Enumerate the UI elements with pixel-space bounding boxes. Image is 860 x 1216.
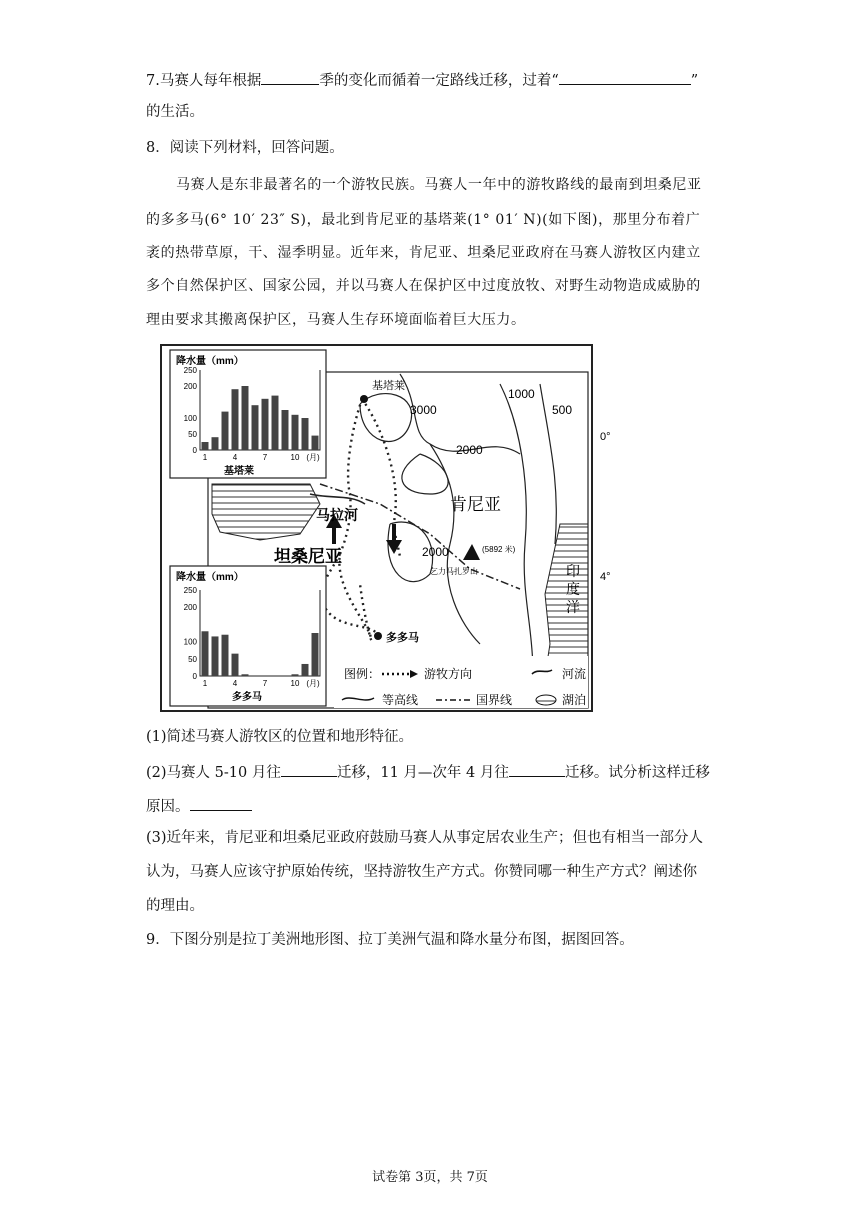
precip-bar xyxy=(302,418,309,450)
masai-migration-map xyxy=(160,344,611,712)
q8-sub3-line: (3)近年来，肯尼亚和坦桑尼亚政府鼓励马赛人从事定居农业生产；但也有相当一部分人 xyxy=(146,830,704,846)
q7-text-b: 季的变化而循着一定路线迁移，过着“ xyxy=(319,73,559,89)
q8-sub2-blank-2[interactable] xyxy=(509,762,565,777)
q8-number: 8． xyxy=(146,140,170,156)
q8-sub2-line1 xyxy=(146,762,710,783)
mara-river-label: 马拉河 xyxy=(316,507,358,523)
precip-bar xyxy=(232,389,239,450)
tanzania-label: 坦桑尼亚 xyxy=(274,547,342,566)
inset-ytick-label: 250 xyxy=(183,586,197,595)
precip-bar xyxy=(292,415,299,450)
inset-xtick-label: 4 xyxy=(232,679,238,688)
ocean-label: 洋 xyxy=(566,599,580,615)
inset-ytick-label: 100 xyxy=(183,414,197,423)
q8-sub2-a: (2)马赛人 5-10 月往 xyxy=(146,765,281,781)
ocean-label: 印 xyxy=(566,563,580,579)
inset-xtick-label: 7 xyxy=(262,453,268,462)
inset-xtick-label: 10 xyxy=(290,679,300,688)
inset-xtick-label: 7 xyxy=(262,679,268,688)
q8-prompt: 阅读下列材料，回答问题。 xyxy=(169,140,344,156)
inset-ytick-label: 50 xyxy=(188,654,197,664)
precip-bar xyxy=(312,436,319,450)
map-legend xyxy=(334,656,588,708)
dodoma-dot xyxy=(374,632,382,640)
precip-bar xyxy=(242,674,249,676)
inset-xtick-label: 10 xyxy=(290,453,300,462)
q8-sub2-d: 原因。 xyxy=(146,799,190,815)
page-footer: 试卷第 3页，共 7页 xyxy=(372,1170,488,1185)
legend-contour: 等高线 xyxy=(382,693,419,707)
q7-text-c: ” xyxy=(690,73,699,89)
precip-bar xyxy=(242,386,249,450)
inset-ylabel: 降水量（mm） xyxy=(176,572,244,583)
q8-material-line: 多个自然保护区、国家公园，并以马赛人在保护区中过度放牧、对野生动物造成威胁的 xyxy=(146,278,701,294)
inset-ytick-label: 0 xyxy=(192,446,197,455)
legend-lake: 湖泊 xyxy=(562,693,587,707)
q8-material-line: 袤的热带草原，干、湿季明显。近年来，肯尼亚、坦桑尼亚政府在马赛人游牧区内建立 xyxy=(146,245,701,261)
q8-heading xyxy=(146,138,344,158)
legend-title: 图例： xyxy=(344,667,381,681)
dodoma-chart-title: 多多马 xyxy=(232,692,262,703)
precip-bar xyxy=(292,674,299,676)
q7-blank-2[interactable] xyxy=(559,70,691,85)
precip-bar xyxy=(302,664,309,676)
q8-sub2-b: 迁移，11 月—次年 4 月往 xyxy=(336,765,509,781)
q8-material-line: 理由要求其搬离保护区，马赛人生存环境面临着巨大压力。 xyxy=(146,312,526,328)
contour-value: 3000 xyxy=(410,403,437,417)
q7-number: 7. xyxy=(146,73,160,89)
inset-xtick-label: 1 xyxy=(202,453,208,462)
ocean-label: 度 xyxy=(566,581,580,597)
precip-bar xyxy=(232,654,239,676)
q8-sub2-blank-3[interactable] xyxy=(190,796,252,811)
q7-line1 xyxy=(146,70,698,91)
q9-text: 9．下图分别是拉丁美洲地形图、拉丁美洲气温和降水量分布图，据图回答。 xyxy=(146,932,634,948)
lat-0: 0° xyxy=(600,431,611,443)
peak-name: 乞力马扎罗山 xyxy=(430,567,478,576)
dodoma-climate-chart xyxy=(170,566,326,706)
precip-bar xyxy=(202,442,209,450)
precip-bar xyxy=(252,405,259,450)
inset-ytick-label: 100 xyxy=(183,637,197,647)
inset-ylabel: 降水量（mm） xyxy=(176,356,244,367)
precip-bar xyxy=(202,631,209,676)
kenya-label: 肯尼亚 xyxy=(450,495,501,514)
q7-text-a: 马赛人每年根据 xyxy=(159,73,262,89)
q8-sub2-c: 迁移。试分析这样迁移 xyxy=(564,765,710,781)
q8-sub3-line: 认为，马赛人应该守护原始传统，坚持游牧生产方式。你赞同哪一种生产方式？阐述你 xyxy=(146,864,697,880)
precip-bar xyxy=(212,437,219,450)
inset-xtick-label: (月) xyxy=(306,453,320,462)
precip-bar xyxy=(272,396,279,450)
kitale-map-label: 基塔莱 xyxy=(372,380,405,392)
kitale-chart-title: 基塔莱 xyxy=(224,466,254,477)
lat-4: 4° xyxy=(600,571,611,583)
contour-value: 2000 xyxy=(422,545,449,559)
contour-value: 1000 xyxy=(508,387,535,401)
inset-ytick-label: 250 xyxy=(183,366,197,375)
inset-xtick-label: 4 xyxy=(232,453,238,462)
precip-bar xyxy=(282,410,289,450)
inset-ytick-label: 200 xyxy=(183,382,197,391)
q8-sub2-blank-1[interactable] xyxy=(281,762,337,777)
inset-xtick-label: (月) xyxy=(306,679,320,688)
dodoma-map-label: 多多马 xyxy=(386,632,419,644)
precip-bar xyxy=(312,633,319,676)
precip-bar xyxy=(262,399,269,450)
contour-value: 2000 xyxy=(456,443,483,457)
inset-ytick-label: 0 xyxy=(192,672,197,681)
contour-value: 500 xyxy=(552,403,573,417)
precip-bar xyxy=(212,636,219,676)
peak-height: (5892 米) xyxy=(482,545,516,554)
precip-bar xyxy=(222,412,229,450)
legend-route: 游牧方向 xyxy=(424,667,473,681)
q7-line2: 的生活。 xyxy=(146,104,204,120)
inset-ytick-label: 200 xyxy=(183,603,197,613)
q8-sub1: (1)简述马赛人游牧区的位置和地形特征。 xyxy=(146,729,414,745)
q8-material-line: 的多多马(6° 10′ 23″ S)，最北到肯尼亚的基塔莱(1° 01′ N)(如下图)，那里分布着广 xyxy=(146,212,701,228)
kitale-climate-chart xyxy=(170,350,326,478)
q8-sub2-line2 xyxy=(146,796,252,817)
inset-ytick-label: 50 xyxy=(188,430,197,439)
q8-material-line: 马赛人是东非最著名的一个游牧民族。马赛人一年中的游牧路线的最南到坦桑尼亚 xyxy=(176,177,702,193)
legend-river: 河流 xyxy=(562,667,587,681)
precip-bar xyxy=(222,635,229,676)
kitale-dot xyxy=(360,395,368,403)
legend-border: 国界线 xyxy=(476,693,513,707)
q7-blank-1[interactable] xyxy=(261,70,319,85)
q8-sub3-line: 的理由。 xyxy=(146,898,204,914)
inset-xtick-label: 1 xyxy=(202,679,208,688)
